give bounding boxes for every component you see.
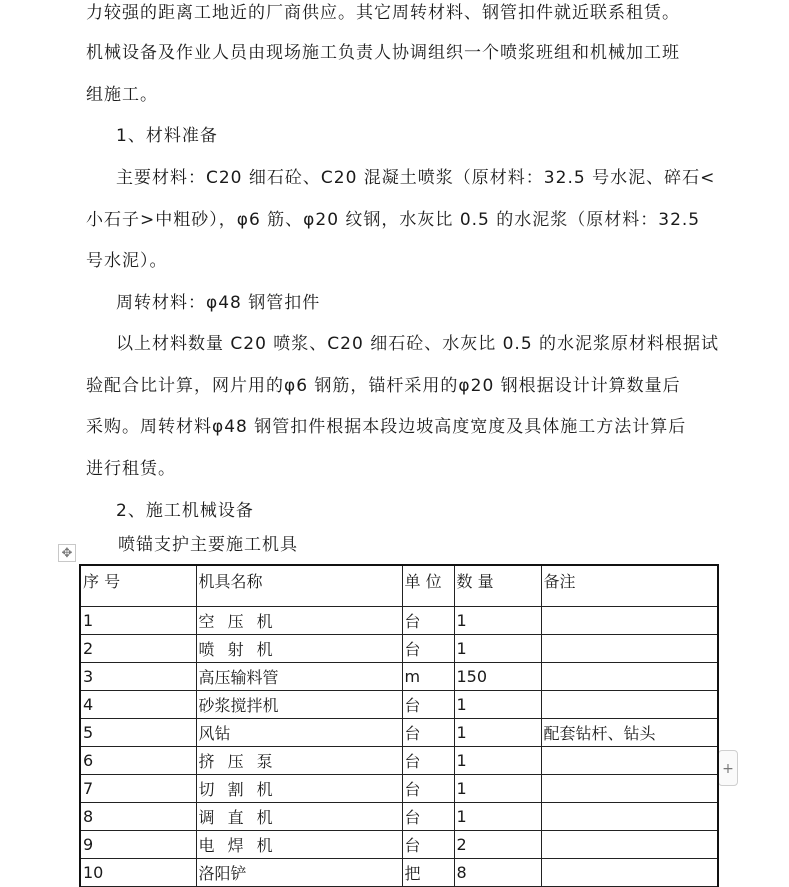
paragraph-line: 采购。周转材料φ48 钢管扣件根据本段边坡高度宽度及具体施工方法计算后 — [86, 417, 687, 437]
table-row — [80, 775, 718, 803]
cell-remarks — [541, 663, 718, 691]
table-row — [80, 663, 718, 691]
cell-index: 9 — [80, 831, 196, 859]
paragraph-line: 主要材料：C20 细石砼、C20 混凝土喷浆（原材料：32.5 号水泥、碎石< — [116, 168, 716, 188]
cell-name: 调 直 机 — [196, 803, 402, 831]
cell-index: 2 — [80, 635, 196, 663]
cell-unit: 台 — [402, 775, 454, 803]
cell-index: 1 — [80, 607, 196, 635]
cell-remarks — [541, 607, 718, 635]
cell-name: 高压输料管 — [196, 663, 402, 691]
cell-index: 6 — [80, 747, 196, 775]
cell-unit: 台 — [402, 607, 454, 635]
table-row — [80, 803, 718, 831]
paragraph-line: 验配合比计算，网片用的φ6 钢筋，锚杆采用的φ20 钢根据设计计算数量后 — [86, 376, 681, 396]
cell-quantity: 1 — [454, 635, 541, 663]
cell-unit: m — [402, 663, 454, 691]
cell-remarks — [541, 635, 718, 663]
table-row — [80, 719, 718, 747]
paragraph-line: 进行租赁。 — [86, 459, 176, 479]
cell-index: 8 — [80, 803, 196, 831]
table-row — [80, 831, 718, 859]
header-cell-index: 序 号 — [80, 565, 196, 607]
cell-remarks — [541, 831, 718, 859]
cell-remarks — [541, 803, 718, 831]
cell-name: 喷 射 机 — [196, 635, 402, 663]
cell-remarks — [541, 747, 718, 775]
paragraph-line: 小石子>中粗砂），φ6 筋、φ20 纹钢，水灰比 0.5 的水泥浆（原材料：32.5 — [86, 210, 701, 230]
header-cell-remarks: 备注 — [541, 565, 718, 607]
paragraph-line: 机械设备及作业人员由现场施工负责人协调组织一个喷浆班组和机械加工班 — [86, 43, 680, 63]
cell-quantity: 150 — [454, 663, 541, 691]
cell-quantity: 8 — [454, 859, 541, 887]
table-caption: 喷锚支护主要施工机具 — [118, 535, 298, 555]
table-row — [80, 635, 718, 663]
plus-icon[interactable]: + — [718, 750, 738, 786]
table-row — [80, 747, 718, 775]
cell-unit: 台 — [402, 803, 454, 831]
cell-unit: 台 — [402, 635, 454, 663]
header-cell-unit: 单 位 — [402, 565, 454, 607]
move-arrows-icon[interactable]: ✥ — [58, 544, 76, 562]
cell-index: 5 — [80, 719, 196, 747]
header-cell-name: 机具名称 — [196, 565, 402, 607]
cell-quantity: 1 — [454, 775, 541, 803]
section-heading: 1、材料准备 — [116, 126, 218, 146]
paragraph-line: 以上材料数量 C20 喷浆、C20 细石砼、水灰比 0.5 的水泥浆原材料根据试 — [116, 334, 720, 354]
table-header-row — [80, 565, 718, 607]
cell-name: 砂浆搅拌机 — [196, 691, 402, 719]
cell-remarks — [541, 775, 718, 803]
cell-index: 10 — [80, 859, 196, 887]
cell-quantity: 1 — [454, 747, 541, 775]
table-row — [80, 859, 718, 887]
cell-unit: 把 — [402, 859, 454, 887]
paragraph-line: 号水泥）。 — [86, 251, 168, 271]
cell-quantity: 1 — [454, 607, 541, 635]
paragraph-line: 组施工。 — [86, 85, 158, 105]
cell-unit: 台 — [402, 691, 454, 719]
cell-quantity: 1 — [454, 691, 541, 719]
cell-name: 洛阳铲 — [196, 859, 402, 887]
cell-index: 4 — [80, 691, 196, 719]
cell-name: 挤 压 泵 — [196, 747, 402, 775]
cell-remarks: 配套钻杆、钻头 — [541, 719, 718, 747]
table-row — [80, 691, 718, 719]
cell-name: 风钻 — [196, 719, 402, 747]
cell-unit: 台 — [402, 719, 454, 747]
cell-remarks — [541, 691, 718, 719]
paragraph-line: 力较强的距离工地近的厂商供应。其它周转材料、钢管扣件就近联系租赁。 — [86, 3, 680, 23]
header-cell-quantity: 数 量 — [454, 565, 541, 607]
cell-quantity: 2 — [454, 831, 541, 859]
paragraph-line: 周转材料：φ48 钢管扣件 — [116, 293, 321, 313]
cell-unit: 台 — [402, 747, 454, 775]
cell-remarks — [541, 859, 718, 887]
table-row — [80, 607, 718, 635]
cell-index: 7 — [80, 775, 196, 803]
cell-unit: 台 — [402, 831, 454, 859]
section-heading: 2、施工机械设备 — [116, 501, 254, 521]
cell-name: 电 焊 机 — [196, 831, 402, 859]
equipment-table — [79, 564, 719, 887]
cell-name: 空 压 机 — [196, 607, 402, 635]
cell-index: 3 — [80, 663, 196, 691]
cell-quantity: 1 — [454, 719, 541, 747]
cell-quantity: 1 — [454, 803, 541, 831]
cell-name: 切 割 机 — [196, 775, 402, 803]
